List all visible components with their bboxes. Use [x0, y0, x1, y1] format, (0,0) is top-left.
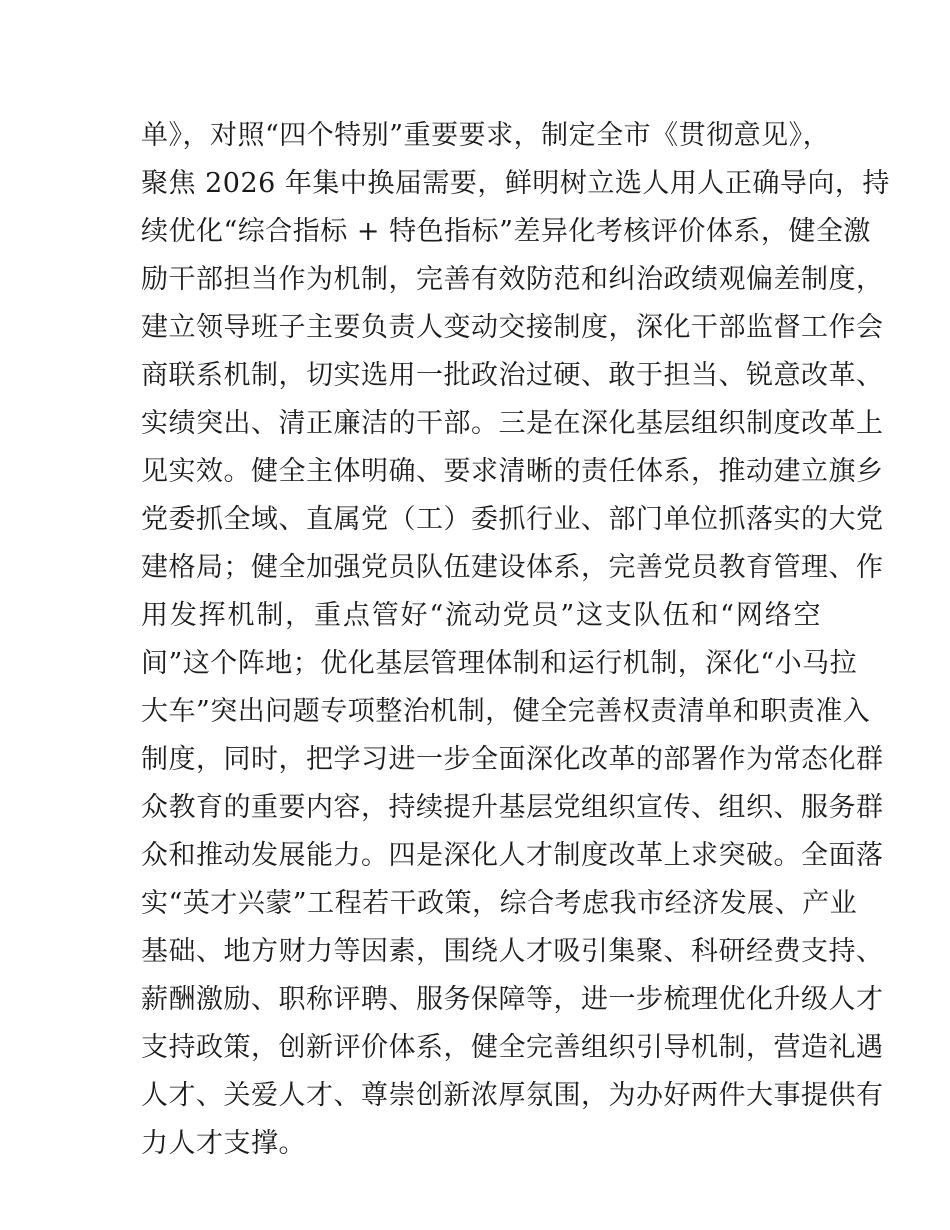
text-line: 基础、地方财力等因素，围绕人才吸引集聚、科研经费支持、 — [141, 936, 884, 967]
text-line: 见实效。健全主体明确、要求清晰的责任体系，推动建立旗乡 — [141, 456, 884, 487]
text-line: 制度，同时，把学习进一步全面深化改革的部署作为常态化群 — [141, 744, 884, 775]
text-line: 商联系机制，切实选用一批政治过硬、敢于担当、锐意改革、 — [141, 360, 884, 391]
text-line: 众教育的重要内容，持续提升基层党组织宣传、组织、服务群 — [141, 792, 884, 823]
text-line: 励干部担当作为机制，完善有效防范和纠治政绩观偏差制度， — [141, 264, 884, 295]
text-line: 大车”突出问题专项整治机制，健全完善权责清单和职责准入 — [141, 696, 871, 727]
text-line: 续优化“综合指标 + 特色指标”差异化考核评价体系，健全激 — [141, 216, 871, 247]
text-line: 建立领导班子主要负责人变动交接制度，深化干部监督工作会 — [141, 312, 884, 343]
text-line: 建格局；健全加强党员队伍建设体系，完善党员教育管理、作 — [141, 552, 884, 583]
text-line: 实“英才兴蒙”工程若干政策，综合考虑我市经济发展、产业 — [141, 888, 858, 919]
text-line-last: 力人才支撑。 — [141, 1128, 306, 1159]
text-line: 党委抓全域、直属党（工）委抓行业、部门单位抓落实的大党 — [141, 504, 884, 535]
text-line: 间”这个阵地；优化基层管理体制和运行机制，深化“小马拉 — [141, 648, 858, 679]
text-line: 支持政策，创新评价体系，健全完善组织引导机制，营造礼遇 — [141, 1032, 884, 1063]
text-line: 人才、关爱人才、尊崇创新浓厚氛围，为办好两件大事提供有 — [141, 1080, 884, 1111]
text-line: 实绩突出、清正廉洁的干部。三是在深化基层组织制度改革上 — [141, 408, 884, 439]
text-line: 薪酬激励、职称评聘、服务保障等，进一步梳理优化升级人才 — [141, 984, 884, 1015]
text-line: 用发挥机制，重点管好“流动党员”这支队伍和“网络空 — [141, 600, 821, 631]
body-paragraph — [141, 112, 890, 1168]
text-line: 众和推动发展能力。四是深化人才制度改革上求突破。全面落 — [141, 840, 884, 871]
text-line: 单》，对照“四个特别”重要要求，制定全市《贯彻意见》， — [141, 120, 831, 151]
text-line: 聚焦 2026 年集中换届需要，鲜明树立选人用人正确导向，持 — [141, 168, 890, 199]
